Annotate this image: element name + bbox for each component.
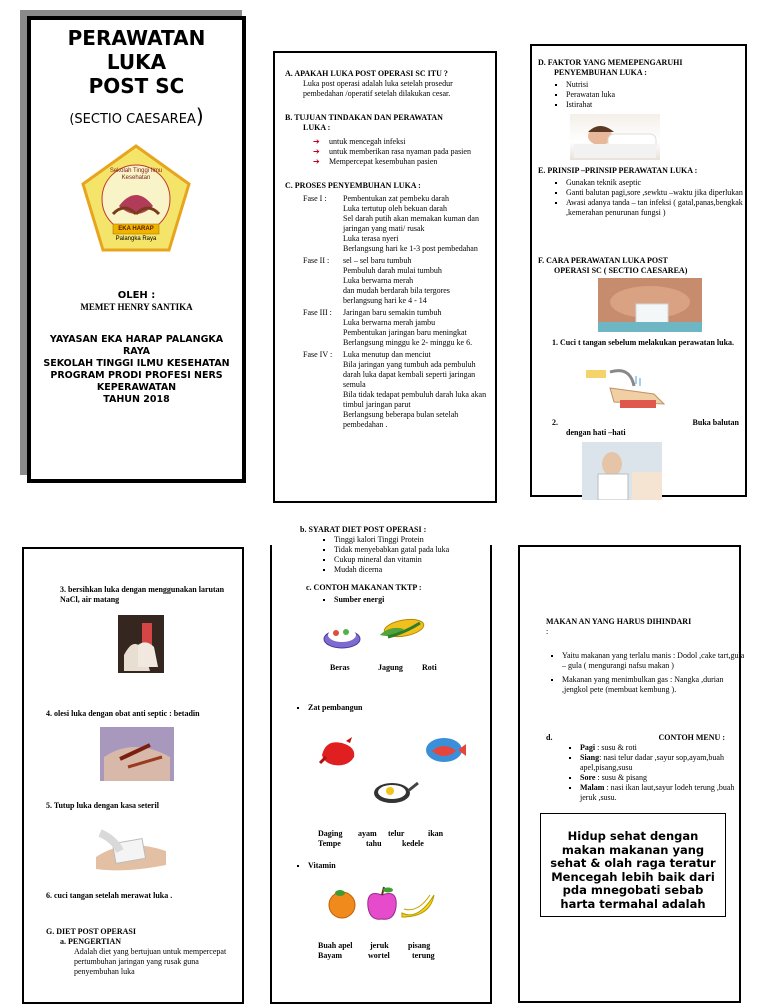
vitamin-label-2: jeruk xyxy=(370,941,389,950)
quote-line-1: Hidup sehat dengan xyxy=(567,829,699,843)
panel-diet xyxy=(270,525,492,1004)
phase-1: Fase I : Pembentukan zat pembeku darah Luka tertutup oleh bekuan darah Sel darah putih akan memakan kuman dan jaringan yang mati/ rusak Luka terasa nyeri Berlangsung hari ke 1-3 post pembedahan xyxy=(303,194,479,253)
energy-label-1: Beras xyxy=(330,663,350,672)
energy-source-label: ▪ Sumber energi xyxy=(334,595,384,605)
avoid-heading: MAKAN AN YANG HARUS DIHINDARI xyxy=(546,617,692,626)
logo-city: Palangka Raya xyxy=(115,236,157,242)
avoid-colon: : xyxy=(546,627,549,636)
section-g-heading: G. DIET POST OPERASI xyxy=(46,927,136,936)
betadine-image xyxy=(100,727,174,781)
cover-author: MEMET HENRY SANTIKA xyxy=(80,302,193,312)
institution-line-1: YAYASAN EKA HARAP PALANGKA xyxy=(49,334,224,345)
vitamin-label-1: Buah apel xyxy=(318,941,353,950)
quote-line-3: sehat & olah raga teratur xyxy=(550,856,716,870)
builder-label: ▪ Zat pembangun xyxy=(308,703,362,713)
institution-line-2: RAYA xyxy=(122,346,151,357)
d-item-2: ▪ Perawatan luka xyxy=(566,90,615,100)
care-step-2-text: Buka balutan xyxy=(692,418,739,427)
b-item-1: ➔ untuk mencegah infeksi xyxy=(313,137,406,146)
chicken-icon xyxy=(316,735,358,769)
apple-icon xyxy=(364,885,400,921)
section-d-heading: D. FAKTOR YANG MEMEPENGARUHI xyxy=(538,58,683,67)
care-step-3: 3. bersihkan luka dengan menggunakan larutan NaCl, air matang xyxy=(60,585,225,604)
section-c-heading: C. PROSES PENYEMBUHAN LUKA : xyxy=(285,181,421,190)
institution-line-3: SEKOLAH TINGGI ILMU KESEHATAN xyxy=(43,358,230,369)
menu-item-night: ▪ Malam : nasi ikan laut,sayur lodeh terung ,buah jeruk ,susu. xyxy=(580,783,748,803)
cover-subtitle: (SECTIO CAESAREA xyxy=(69,112,196,127)
e-item-2: ▪ Ganti balutan pagi,sore ,sewktu –waktu jika diperlukan xyxy=(566,188,752,198)
cover-title-line1: PERAWATAN xyxy=(67,26,206,50)
section-f-heading-2: OPERASI SC ( SECTIO CAESAREA) xyxy=(554,266,688,275)
section-a-text: Luka post operasi adalah luka setelah prosedur pembedahan /operatif setelah dilakukan cesar. xyxy=(303,79,453,98)
d-item-1: ▪ Nutrisi xyxy=(566,80,615,90)
requirement-3: ▪ Cukup mineral dan vitamin xyxy=(334,555,504,565)
vitamin-label-5: wortel xyxy=(368,951,390,960)
care-step-4: 4. olesi luka dengan obat anti septic : betadin xyxy=(46,709,200,718)
section-a-heading: A. APAKAH LUKA POST OPERASI SC ITU ? xyxy=(285,69,448,78)
energy-label-2: Jagung xyxy=(378,663,403,672)
handwashing-image xyxy=(580,366,674,412)
vitamin-label-4: Bayam xyxy=(318,951,342,960)
care-step-5: 5. Tutup luka dengan kasa seteril xyxy=(46,801,159,810)
panel-definition-process xyxy=(273,51,497,503)
builder-label-6: tahu xyxy=(366,839,382,848)
sleeping-woman-image xyxy=(570,114,660,160)
banana-icon xyxy=(398,889,438,921)
quote-line-5: pda mnegobati sebab xyxy=(562,883,704,897)
vitamin-label-6: terung xyxy=(412,951,435,960)
menu-letter: d. xyxy=(546,733,553,742)
b-item-3: ➔ Mempercepat kesembuhan pasien xyxy=(313,157,438,166)
institution-line-4: PROGRAM PRODI PROFESI NERS xyxy=(50,370,223,381)
e-item-3: ▪ Awasi adanya tanda – tan infeksi ( gatal,panas,bengkak ,kemerahan penurunan fungsi ) xyxy=(566,198,752,218)
institution-line-6: TAHUN 2018 xyxy=(103,394,170,405)
requirement-4: ▪ Mudah dicerna xyxy=(334,565,504,575)
abdomen-wound-image xyxy=(598,278,702,332)
menu-item-afternoon: ▪ Sore : susu & pisang xyxy=(580,773,748,783)
section-b-heading-2: LUKA : xyxy=(303,123,331,132)
b-item-2: ➔ untuk memberikan rasa nyaman pada pasien xyxy=(313,147,471,156)
section-b-heading: B. TUJUAN TINDAKAN DAN PERAWATAN xyxy=(285,113,443,122)
quote-line-6: harta termahal adalah xyxy=(560,896,706,911)
e-item-1: ▪ Gunakan teknik aseptic xyxy=(566,178,752,188)
energy-label-3: Roti xyxy=(422,663,437,672)
panel-menu xyxy=(518,545,745,1003)
panel-factors-care xyxy=(530,44,747,497)
orange-icon xyxy=(326,887,358,921)
corn-icon xyxy=(376,613,428,643)
college-logo xyxy=(79,144,193,254)
vitamin-label-3: pisang xyxy=(408,941,431,950)
avoid-item-1: ▪ Yaitu makanan yang terlalu manis : Dodol ,cake tart,gula – gula ( mengurangi nafsu makan ) xyxy=(562,651,746,671)
section-d-heading-2: PENYEMBUHAN LUKA : xyxy=(554,68,647,77)
gauze-cover-image xyxy=(90,823,170,875)
quote-line-4: Mencegah lebih baik dari xyxy=(551,869,715,884)
cover-subtitle-paren: ) xyxy=(195,104,204,128)
egg-pan-icon xyxy=(370,773,420,807)
d-item-3: ▪ Istirahat xyxy=(566,100,615,110)
phase-4: Fase IV : Luka menutup dan menciut Bila jaringan yang tumbuh ada pembuluh darah luka dapat kembali seperti jaringan semula Bila tidak tedapat pembuluh darah luka akan timbul jaringan parut Berlangsung beberapa bulan setelah pembedahan . xyxy=(303,350,487,429)
cover-by-label: OLEH : xyxy=(117,290,156,301)
vitamin-label: ▪ Vitamin xyxy=(308,861,336,871)
care-step-1: 1. Cuci t tangan sebelum melakukan perawatan luka. xyxy=(552,338,735,347)
fish-icon xyxy=(422,733,468,767)
builder-label-3: telur xyxy=(388,829,405,838)
cleaning-wound-image xyxy=(118,615,164,673)
rice-icon xyxy=(322,615,362,651)
quote-line-2: makan makanan yang xyxy=(561,842,705,857)
requirement-1: ▪ Tinggi kalori Tinggi Protein xyxy=(334,535,504,545)
builder-label-5: Tempe xyxy=(318,839,341,848)
panel-care-steps xyxy=(22,547,244,1004)
menu-heading: CONTOH MENU : xyxy=(658,733,725,742)
avoid-item-2: ▪ Makanan yang menimbulkan gas : Nangka ,durian ,jengkol pete (membuat kembung ). xyxy=(562,675,746,695)
cover-title-line3: POST SC xyxy=(88,74,185,98)
care-step-6: 6. cuci tangan setelah merawat luka . xyxy=(46,891,173,900)
logo-arc-text: Sekolah Tinggi Ilmu Kesehatan xyxy=(109,168,163,181)
institution-line-5: KEPERAWATAN xyxy=(96,382,177,393)
builder-label-2: ayam xyxy=(358,829,377,838)
remove-dressing-image xyxy=(582,442,662,500)
builder-label-4: ikan xyxy=(428,829,444,838)
diet-requirements-heading: b. SYARAT DIET POST OPERASI : xyxy=(300,525,427,534)
phase-3: Fase III : Jaringan baru semakin tumbuh Luka berwarna merah jambu Pembentukan jaringan baru meningkat Berlangsung minggu ke 2- minggu ke 6. xyxy=(303,308,473,347)
care-step-2-number: 2. xyxy=(552,418,558,427)
cover-title-line2: LUKA xyxy=(106,50,167,74)
menu-item-noon: ▪ Siang: nasi telur dadar ,sayur sop,ayam,buah apel,pisang,susu xyxy=(580,753,748,773)
definition-subheading: a. PENGERTIAN xyxy=(60,937,122,946)
requirement-2: ▪ Tidak menyebabkan gatal pada luka xyxy=(334,545,504,555)
menu-item-morning: ▪ Pagi : susu & roti xyxy=(580,743,748,753)
section-e-heading: E. PRINSIP –PRINSIP PERAWATAN LUKA : xyxy=(538,166,698,175)
health-quote-box xyxy=(540,813,726,917)
section-f-heading: F. CARA PERAWATAN LUKA POST xyxy=(538,256,668,265)
diet-definition: Adalah diet yang bertujuan untuk mempercepat pertumbuhan jaringan yang rusak guna penyembuhan luka xyxy=(74,947,227,976)
builder-label-7: kedele xyxy=(402,839,424,848)
cover-panel xyxy=(27,16,246,483)
care-step-2-line2: dengan hati –hati xyxy=(566,428,626,437)
builder-label-1: Daging xyxy=(318,829,343,838)
phase-2: Fase II : sel – sel baru tumbuh Pembuluh darah mulai tumbuh Luka berwarna merah dan mudah berdarah bila tergores berlangsung hari ke 4 - 14 xyxy=(303,256,450,305)
logo-ribbon: EKA HARAP xyxy=(118,226,154,232)
tktp-heading: c. CONTOH MAKANAN TKTP : xyxy=(306,583,422,592)
